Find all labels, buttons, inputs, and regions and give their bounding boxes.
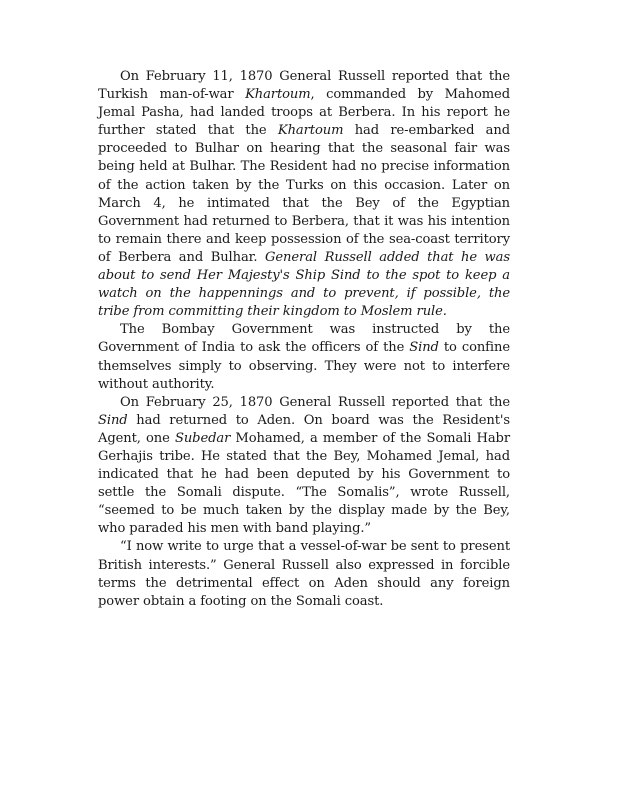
paragraph-4 [98,538,510,610]
paragraph-1-text-1: On February 11, 1870 General Russell reported that the Turkish man-of-war [98,69,510,103]
paragraph-2-text-2: to confine themselves simply to observing. They were not to interfere without authority. [98,340,510,392]
ship-name-khartoum-2: Khartoum [277,123,344,139]
paragraph-4-text-1: “I now write to urge that a vessel-of-war be sent to present British interests.” General Russell also expressed in forcible terms the detrimental effect on Aden should any foreign power obtain a footing on the Somali coast. [98,539,510,609]
rank-subedar: Subedar [174,430,231,446]
ship-name-sind: Sind [409,340,439,356]
paragraph-3-text-2: had returned to Aden. On board was the Resident's Agent, one [98,412,510,446]
paragraph-1-italic-passage: General Russell added that he was about to send Her Majesty's Ship Sind to the spot to keep a watch on the happennings and to prevent, if possible, the tribe from committing their kingdom to Moslem rule. [98,249,510,320]
paragraph-2 [98,321,510,393]
paragraph-3-text-1: On February 25, 1870 General Russell reported that the [120,394,510,410]
paragraph-1-text-2: , commanded by Mahomed Jemal Pasha, had landed troops at Berbera. In his report he further stated that the [98,87,510,139]
document-page [98,68,510,611]
paragraph-1-text-3: had re-embarked and proceeded to Bulhar on hearing that the seasonal fair was being held at Bulhar. The Resident had no precise information of the action taken by the Turks on this occasion. Later on March 4, he intimated that the Bey of the Egyptian Government had returned to Berbera, that it was his intention to remain there and keep possession of the sea-coast territory of Berbera and Bulhar. [98,123,510,265]
paragraph-1 [98,68,510,321]
paragraph-3-text-3: Mohamed, a member of the Somali Habr Gerhajis tribe. He stated that the Bey, Mohamed Jemal, had indicated that he had been deputed by his Government to settle the Somali dispute. “The Somalis”, wrote Russell, “seemed to be much taken by the display made by the Bey, who paraded his men with band playing.” [98,430,510,537]
ship-name-khartoum: Khartoum [245,87,311,103]
ship-name-sind-2: Sind [98,412,128,428]
paragraph-3 [98,394,510,539]
paragraph-2-text-1: The Bombay Government was instructed by the Government of India to ask the officers of the [98,322,510,356]
